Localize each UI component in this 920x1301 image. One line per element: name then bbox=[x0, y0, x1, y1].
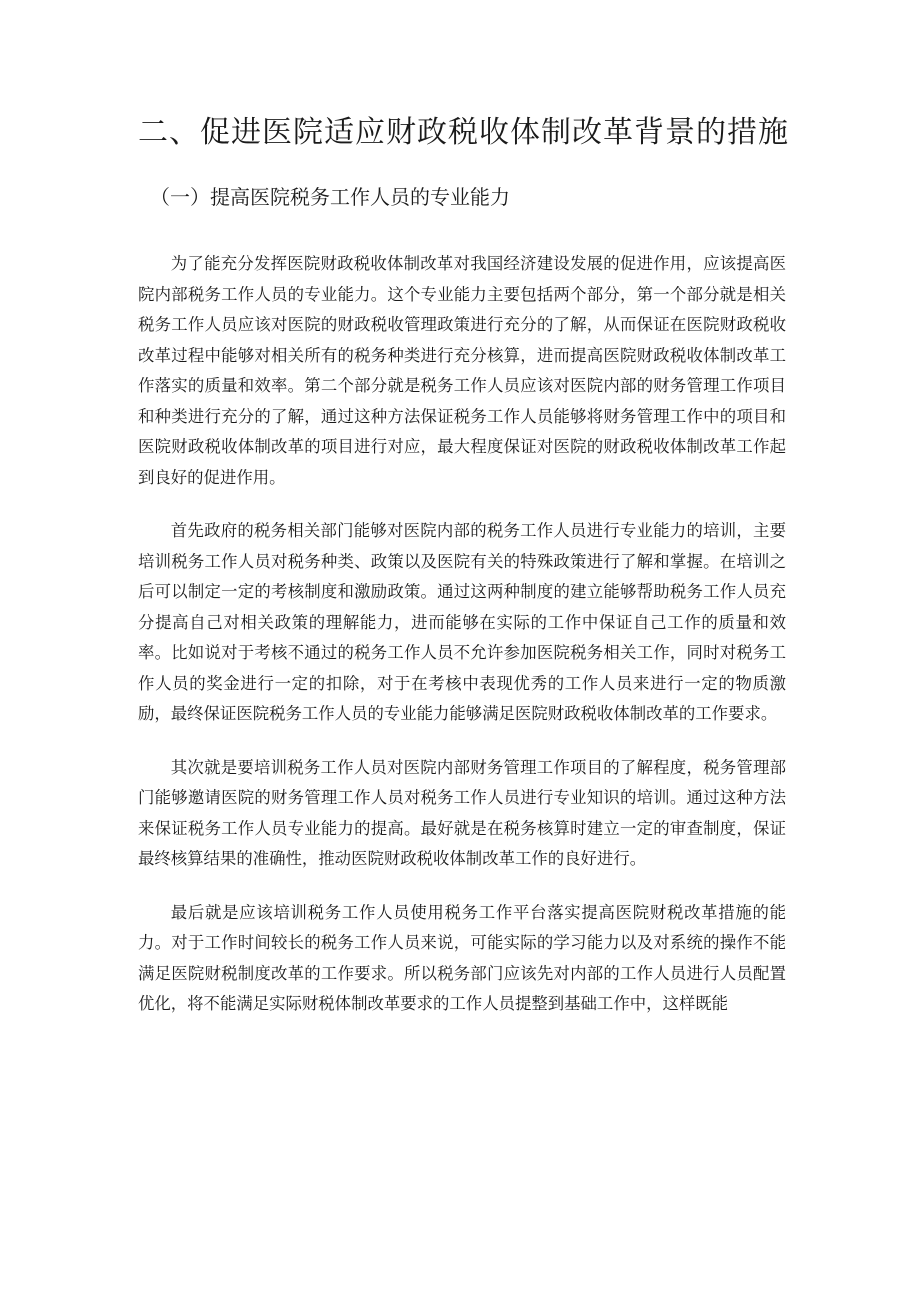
body-paragraph-1: 为了能充分发挥医院财政税收体制改革对我国经济建设发展的促进作用，应该提高医院内部税务工作人员的专业能力。这个专业能力主要包括两个部分，第一个部分就是相关税务工作人员应该对医院的财政税收管理政策进行充分的了解，从而保证在医院财政税收改革过程中能够对相关所有的税务种类进行充分核算，进而提高医院财政税收体制改革工作落实的质量和效率。第二个部分就是税务工作人员应该对医院内部的财务管理工作项目和种类进行充分的了解，通过这种方法保证税务工作人员能够将财务管理工作中的项目和医院财政税收体制改革的项目进行对应，最大程度保证对医院的财政税收体制改革工作起到良好的促进作用。 bbox=[138, 254, 786, 487]
body-paragraph-2: 首先政府的税务相关部门能够对医院内部的税务工作人员进行专业能力的培训，主要培训税务工作人员对税务种类、政策以及医院有关的特殊政策进行了解和掌握。在培训之后可以制定一定的考核制度和激励政策。通过这两种制度的建立能够帮助税务工作人员充分提高自己对相关政策的理解能力，进而能够在实际的工作中保证自己工作的质量和效率。比如说对于考核不通过的税务工作人员不允许参加医院税务相关工作，同时对税务工作人员的奖金进行一定的扣除，对于在考核中表现优秀的工作人员来进行一定的物质激励，最终保证医院税务工作人员的专业能力能够满足医院财政税收体制改革的工作要求。 bbox=[138, 521, 786, 723]
subsection-heading: （一）提高医院税务工作人员的专业能力 bbox=[150, 185, 510, 209]
section-heading: 二、促进医院适应财政税收体制改革背景的措施 bbox=[138, 115, 789, 150]
body-paragraph-3: 其次就是要培训税务工作人员对医院内部财务管理工作项目的了解程度，税务管理部门能够邀请医院的财务管理工作人员对税务工作人员进行专业知识的培训。通过这种方法来保证税务工作人员专业能力的提高。最好就是在税务核算时建立一定的审查制度，保证最终核算结果的准确性，推动医院财政税收体制改革工作的良好进行。 bbox=[138, 757, 786, 868]
body-paragraph-4: 最后就是应该培训税务工作人员使用税务工作平台落实提高医院财税改革措施的能力。对于工作时间较长的税务工作人员来说，可能实际的学习能力以及对系统的操作不能满足医院财税制度改革的工作要求。所以税务部门应该先对内部的工作人员进行人员配置优化，将不能满足实际财税体制改革要求的工作人员提整到基础工作中，这样既能 bbox=[138, 902, 786, 1013]
